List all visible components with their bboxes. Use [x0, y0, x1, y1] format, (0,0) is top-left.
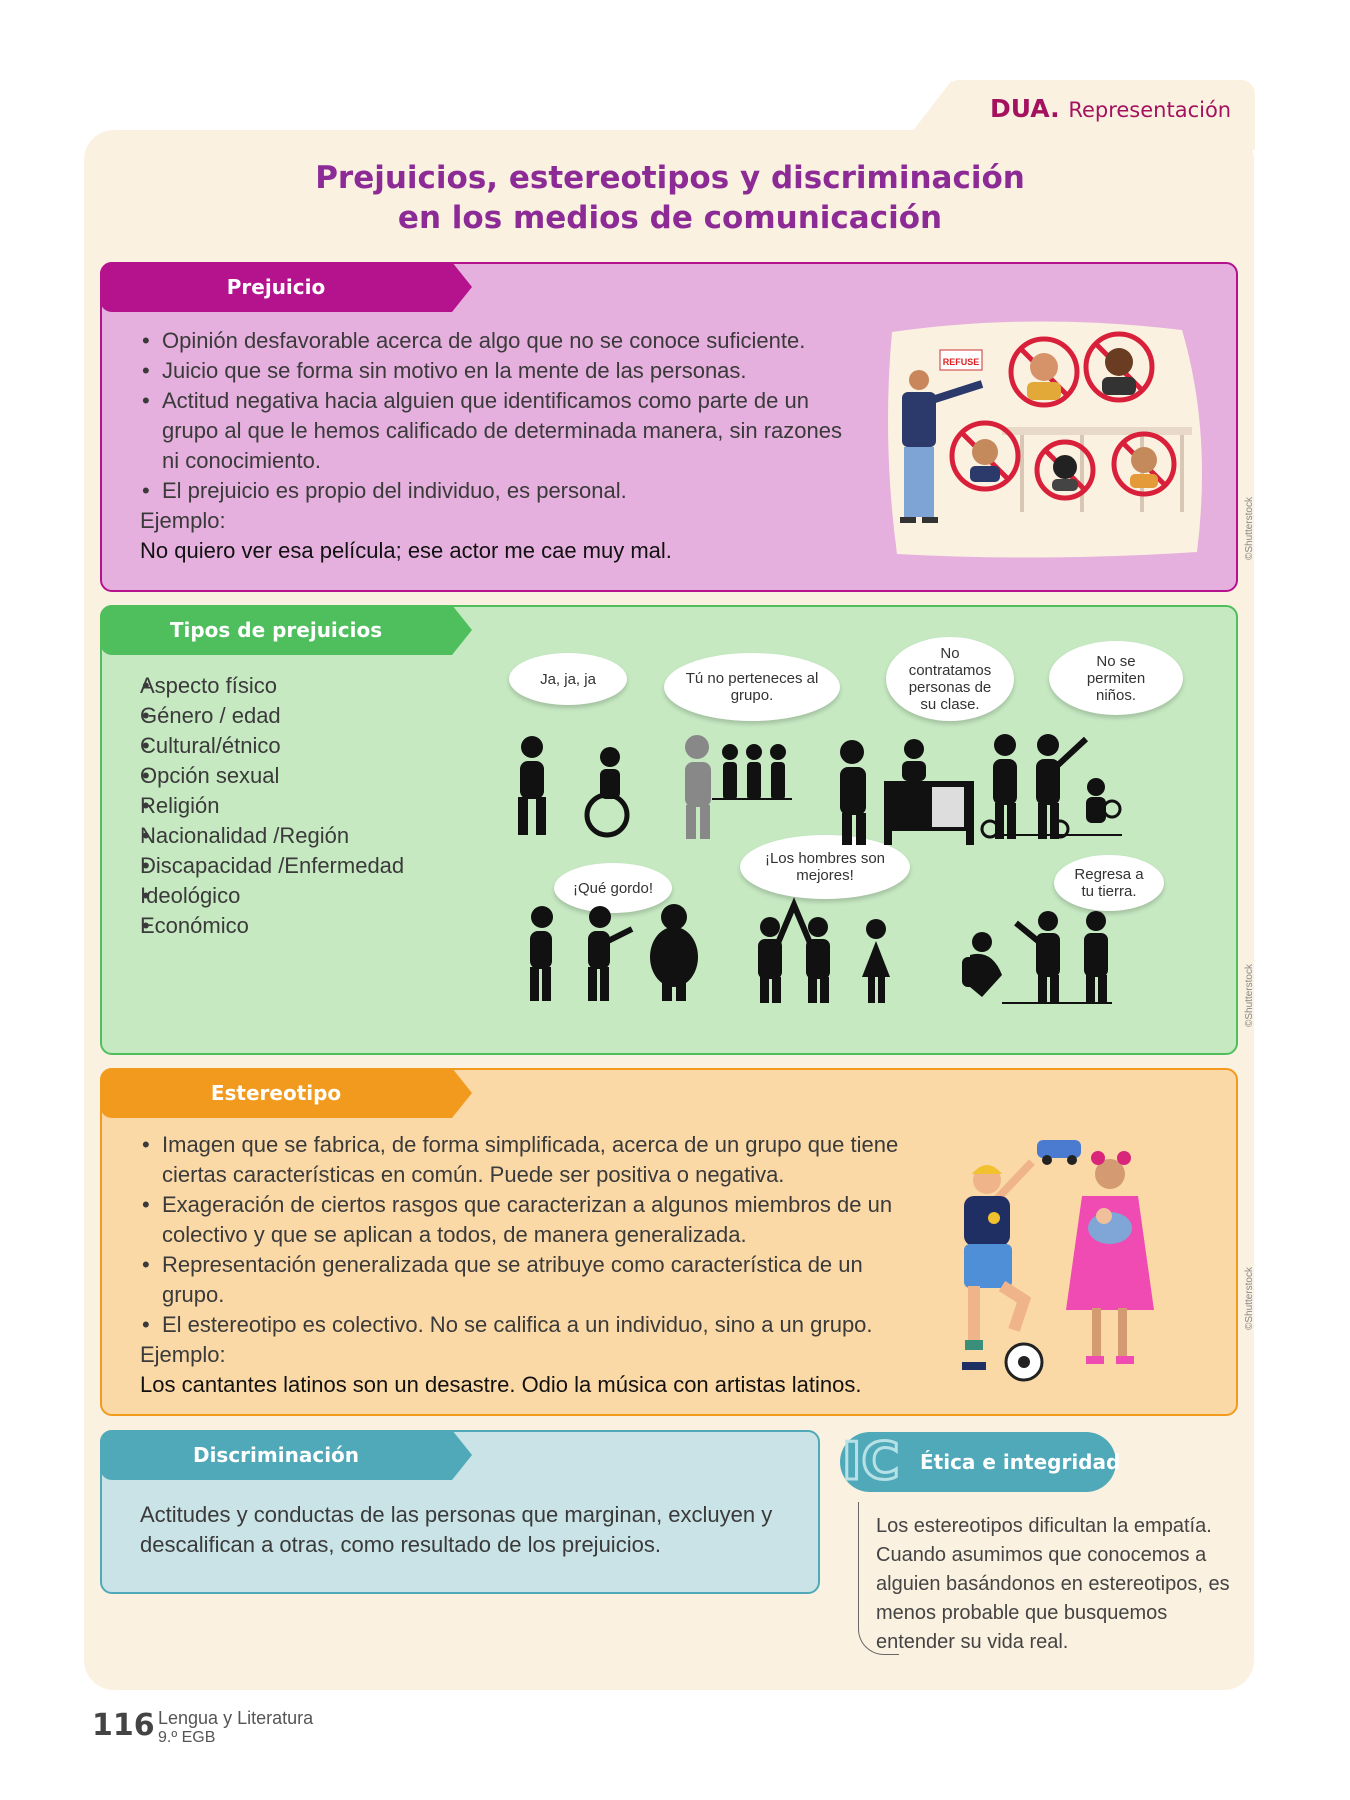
- list-item: • Actitud negativa hacia alguien que identificamos como parte de un grupo al que le hemos calificado de determinada manera, sin razones ni conocimiento.: [140, 386, 860, 476]
- prejuicio-example-label: Ejemplo:: [140, 508, 226, 533]
- prejuicio-section: [100, 262, 1255, 592]
- dua-label: DUA. Representación: [990, 94, 1232, 123]
- list-item: • Exageración de ciertos rasgos que caracterizan a algunos miembros de un colectivo y que se aplican a todos, de manera generalizada.: [140, 1190, 900, 1250]
- ic-badge: IC: [842, 1432, 900, 1492]
- tipos-label: Tipos de prejuicios: [169, 618, 383, 642]
- list-item: • Aspecto físico: [140, 671, 440, 701]
- speech-bubble: Tú no perteneces al grupo.: [664, 653, 840, 721]
- list-item: • Representación generalizada que se atribuye como característica de un grupo.: [140, 1250, 900, 1310]
- speech-bubble: No se permiten niños.: [1049, 641, 1183, 715]
- page-title: [180, 158, 1160, 238]
- list-item: • El estereotipo es colectivo. No se califica a un individuo, sino a un grupo.: [140, 1310, 900, 1340]
- estereotipo-example: Los cantantes latinos son un desastre. Odio la música con artistas latinos.: [140, 1372, 862, 1397]
- list-item: • Juicio que se forma sin motivo en la mente de las personas.: [140, 356, 860, 386]
- list-item: • Opinión desfavorable acerca de algo que no se conoce suficiente.: [140, 326, 860, 356]
- tipos-credit: ©Shutterstock: [1244, 964, 1255, 1027]
- speech-bubble: No contratamos personas de su clase.: [886, 637, 1014, 721]
- footer-subject: [158, 1709, 313, 1747]
- footer-subject-name: Lengua y Literatura: [158, 1708, 314, 1728]
- speech-bubble: ¡Los hombres son mejores!: [740, 835, 910, 899]
- list-item: • Ideológico: [140, 881, 440, 911]
- list-item: • Imagen que se fabrica, de forma simplificada, acerca de un grupo que tiene ciertas características en común. Puede ser positiva o negativa.: [140, 1130, 900, 1190]
- etica-text: Los estereotipos dificultan la empatía. Cuando asumimos que conocemos a alguien basándonos en estereotipos, es menos probable que busquemos entender su vida real.: [876, 1515, 1230, 1653]
- title-line-1: Prejuicios, estereotipos y discriminación: [315, 160, 1025, 196]
- estereotipo-list: [140, 1130, 900, 1340]
- footer-grade: 9.º EGB: [158, 1729, 216, 1746]
- list-item: • Económico: [140, 911, 440, 941]
- tipos-list: [140, 671, 440, 941]
- tipos-section: [100, 605, 1255, 1055]
- kids-illustration: [932, 1130, 1172, 1400]
- estereotipo-section: [100, 1068, 1255, 1416]
- prejuicio-example: No quiero ver esa película; ese actor me cae muy mal.: [140, 538, 672, 563]
- discriminacion-text: Actitudes y conductas de las personas que marginan, excluyen y descalifican a otras, como resultado de los prejuicios.: [140, 1502, 773, 1557]
- refuse-sign-text: REFUSE: [942, 357, 980, 367]
- list-item: • El prejuicio es propio del individuo, es personal.: [140, 476, 860, 506]
- estereotipo-header: [100, 1068, 452, 1118]
- prejuicio-list: [140, 326, 860, 506]
- list-item: • Género / edad: [140, 701, 440, 731]
- list-item: • Discapacidad /Enfermedad: [140, 851, 440, 881]
- estereotipo-example-label: Ejemplo:: [140, 1342, 226, 1367]
- speech-bubble: Regresa a tu tierra.: [1054, 855, 1164, 911]
- estereotipo-credit: ©Shutterstock: [1244, 1267, 1255, 1330]
- prejuicio-label: Prejuicio: [226, 275, 326, 299]
- pictogram-scenes: [482, 717, 1222, 1047]
- list-item: • Opción sexual: [140, 761, 440, 791]
- prejuicio-header: [100, 262, 452, 312]
- list-item: • Religión: [140, 791, 440, 821]
- etica-label: Ética e integridad: [920, 1450, 1121, 1474]
- estereotipo-label: Estereotipo: [210, 1081, 342, 1105]
- speech-bubble: ¡Qué gordo!: [554, 863, 672, 913]
- etica-section: [840, 1432, 1240, 1672]
- speech-bubble: Ja, ja, ja: [509, 653, 627, 705]
- refuse-illustration: [882, 312, 1212, 567]
- discriminacion-section: [100, 1430, 820, 1594]
- page-number: 116: [92, 1708, 155, 1743]
- discriminacion-header: [100, 1430, 452, 1480]
- discriminacion-label: Discriminación: [192, 1443, 360, 1467]
- list-item: • Nacionalidad /Región: [140, 821, 440, 851]
- tipos-header: [100, 605, 452, 655]
- list-item: • Cultural/étnico: [140, 731, 440, 761]
- prejuicio-credit: ©Shutterstock: [1244, 497, 1255, 560]
- title-line-2: en los medios de comunicación: [397, 200, 943, 236]
